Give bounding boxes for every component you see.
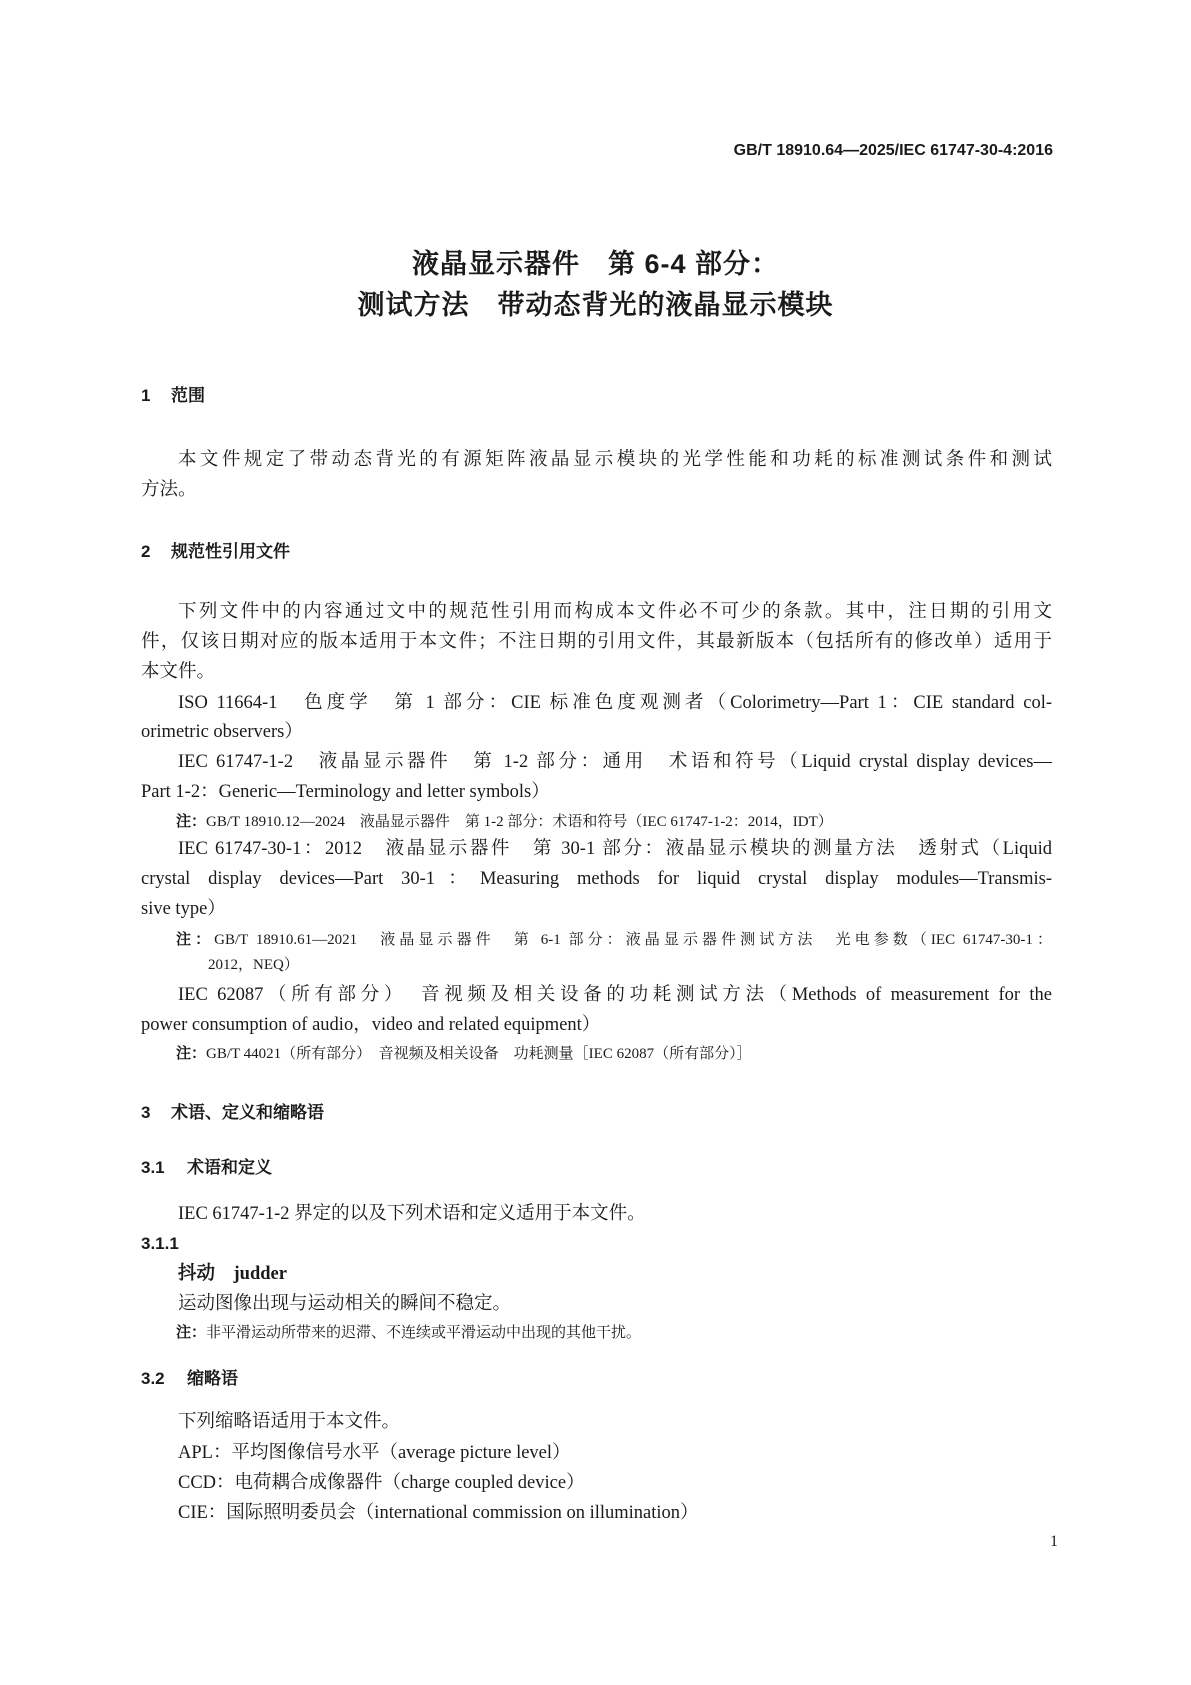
- note: [176, 928, 1052, 952]
- section-number: 3.2: [141, 1369, 165, 1388]
- section-3-1-heading: [141, 1156, 1052, 1180]
- reference-iec-61747-30-1: IEC 61747-30-1：2012 液晶显示器件 第 30-1 部分：液晶显示模块的测量方法 透射式（Liquid: [178, 839, 1052, 859]
- abbreviation-item: CIE：国际照明委员会（international commission on illumination）: [178, 1503, 699, 1523]
- term-number: 3.1.1: [141, 1234, 179, 1253]
- note-cont: 2012，NEQ）: [208, 957, 299, 973]
- reference-iso-11664-1-cont: orimetric observers）: [141, 722, 303, 742]
- abbreviation-item: CCD：电荷耦合成像器件（charge coupled device）: [178, 1473, 585, 1493]
- note-text: GB/T 18910.12—2024 液晶显示器件 第 1-2 部分：术语和符号（IEC 61747-1-2：2014，IDT）: [206, 814, 833, 830]
- section-number: 3.1: [141, 1158, 165, 1177]
- note-text: GB/T 18910.61—2021 液晶显示器件 第 6-1 部分：液晶显示器件测试方法 光电参数（IEC 61747-30-1：: [214, 932, 1052, 948]
- scope-line: 方法。: [141, 480, 197, 500]
- document-code-header: GB/T 18910.64—2025/IEC 61747-30-4:2016: [733, 142, 1053, 159]
- page-number: 1: [1050, 1533, 1058, 1550]
- reference-iso-11664-1: ISO 11664-1 色度学 第 1 部分：CIE 标准色度观测者（Colorimetry—Part 1：CIE standard col-: [178, 693, 1052, 713]
- section-number: 1: [141, 386, 151, 405]
- refs-intro-line: 下列文件中的内容通过文中的规范性引用而构成本文件必不可少的条款。其中，注日期的引用文: [178, 602, 1052, 622]
- abbreviations-intro: 下列缩略语适用于本文件。: [178, 1412, 401, 1432]
- refs-intro-line: 件，仅该日期对应的版本适用于本文件；不注日期的引用文件，其最新版本（包括所有的修改单）适用于: [141, 632, 1052, 652]
- title-line-1: 液晶显示器件 第 6-4 部分：: [411, 249, 780, 279]
- section-2-heading: [141, 540, 1052, 564]
- refs-intro-line: 本文件。: [141, 662, 216, 682]
- note: [176, 1321, 1052, 1345]
- note-label: 注：: [176, 1324, 207, 1341]
- section-number: 3: [141, 1103, 151, 1122]
- title-line-2: 测试方法 带动态背光的液晶显示模块: [357, 290, 834, 320]
- section-3-2-heading: [141, 1367, 1052, 1391]
- note-text: GB/T 44021（所有部分） 音视频及相关设备 功耗测量［IEC 62087（所有部分）］: [206, 1046, 752, 1062]
- reference-iec-61747-1-2: IEC 61747-1-2 液晶显示器件 第 1-2 部分：通用 术语和符号（Liquid crystal display devices—: [178, 752, 1052, 772]
- reference-iec-62087: IEC 62087（所有部分） 音视频及相关设备的功耗测试方法（Methods of measurement for the: [178, 985, 1052, 1005]
- section-title: 术语和定义: [187, 1158, 272, 1177]
- section-title: 缩略语: [187, 1369, 238, 1388]
- section-title: 术语、定义和缩略语: [171, 1103, 324, 1122]
- reference-iec-61747-30-1-cont: crystal display devices—Part 30-1：Measuring methods for liquid crystal display modules—Transmis-: [141, 869, 1052, 889]
- note-text: 非平滑运动所带来的迟滞、不连续或平滑运动中出现的其他干扰。: [206, 1325, 642, 1341]
- abbreviation-item: APL：平均图像信号水平（average picture level）: [178, 1443, 571, 1463]
- term-name: 抖动 judder: [178, 1264, 287, 1284]
- section-title: 范围: [171, 386, 205, 405]
- note: [176, 810, 1052, 834]
- note-label: 注：: [176, 1045, 207, 1062]
- reference-iec-61747-30-1-cont: sive type）: [141, 899, 226, 919]
- section-1-heading: [141, 384, 1052, 408]
- term-definition: 运动图像出现与运动相关的瞬间不稳定。: [178, 1294, 512, 1314]
- reference-iec-62087-cont: power consumption of audio，video and related equipment）: [141, 1015, 601, 1035]
- scope-line: 本文件规定了带动态背光的有源矩阵液晶显示模块的光学性能和功耗的标准测试条件和测试: [178, 450, 1052, 470]
- section-number: 2: [141, 542, 151, 561]
- reference-iec-61747-1-2-cont: Part 1-2：Generic—Terminology and letter symbols）: [141, 782, 550, 802]
- note-label: 注：: [176, 931, 215, 948]
- note-label: 注：: [176, 813, 207, 830]
- terms-intro: IEC 61747-1-2 界定的以及下列术语和定义适用于本文件。: [178, 1204, 646, 1224]
- note: [176, 1042, 1052, 1066]
- section-title: 规范性引用文件: [171, 542, 290, 561]
- section-3-heading: [141, 1101, 1052, 1125]
